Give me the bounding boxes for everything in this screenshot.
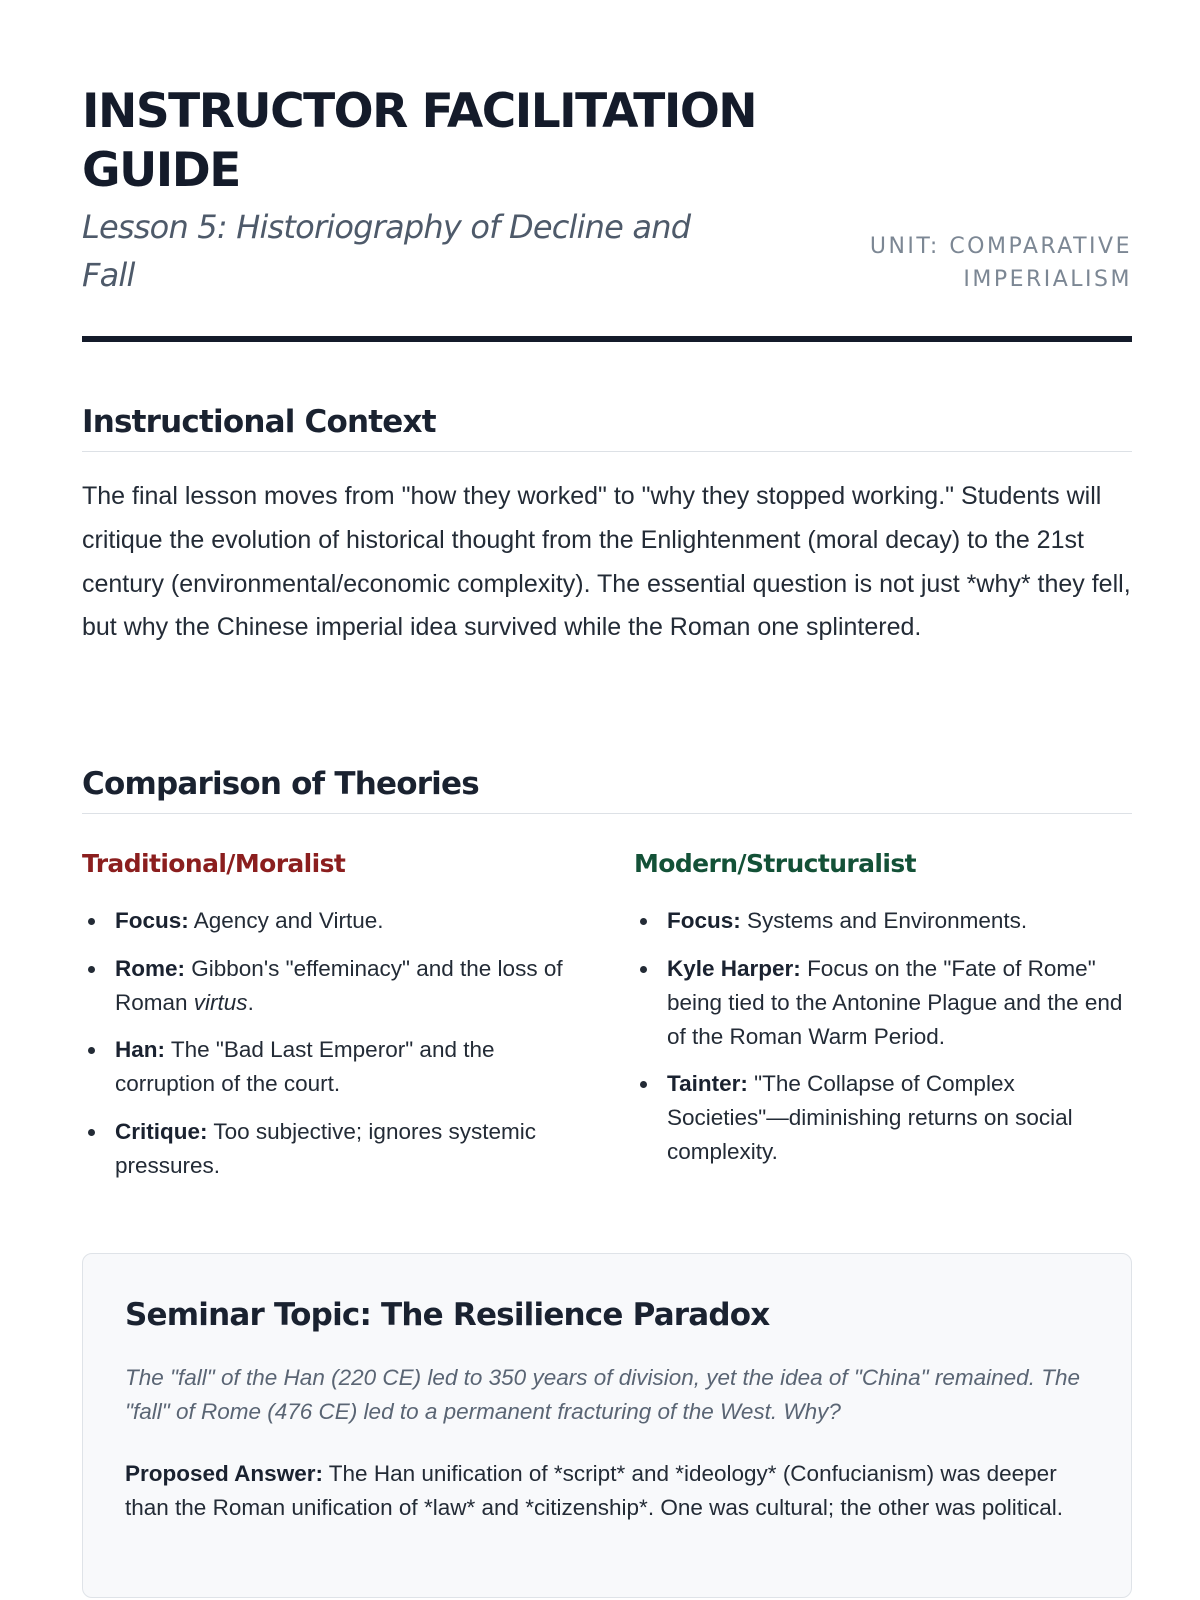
list-item (634, 952, 1134, 1054)
unit-label: UNIT: COMPARATIVE IMPERIALISM (869, 234, 1132, 292)
modern-column (634, 844, 1134, 1164)
answer-label: Proposed Answer: (125, 1461, 323, 1486)
header-divider (82, 336, 1132, 342)
bullet-icon (88, 966, 95, 973)
theories-divider (82, 813, 1132, 814)
bullet-icon (88, 1129, 95, 1136)
lesson-subtitle: Lesson 5: Historiography of Decline and Fall (82, 208, 691, 294)
context-paragraph: The final lesson moves from "how they worked" to "why they stopped working." Students will critique the evolution of historical thought from the Enlightenment (moral decay) to the 21st century (environmental/economic complexity). The essential question is not just *why* they fell, but why the Chinese imperial idea survived while the Roman one splintered. (82, 482, 1131, 642)
item-term: Focus: (115, 908, 189, 933)
list-item (82, 1033, 582, 1101)
item-term: Focus: (667, 908, 741, 933)
seminar-box (82, 1253, 1132, 1598)
page-title: INSTRUCTOR FACILITATION GUIDE (82, 84, 757, 198)
traditional-column (82, 844, 582, 1178)
item-text: "The Collapse of Complex Societies"—diminishing returns on social complexity. (667, 1071, 1073, 1164)
item-term: Kyle Harper: (667, 955, 801, 981)
item-term: Han: (115, 1037, 165, 1062)
item-emphasis: virtus (193, 989, 248, 1015)
seminar-title: Seminar Topic: The Resilience Paradox (125, 1297, 770, 1333)
guide-header (82, 0, 1132, 342)
modern-heading: Modern/Structuralist (634, 849, 916, 878)
traditional-list (82, 904, 582, 1196)
list-item (82, 1115, 582, 1183)
item-text: Focus on the "Fate of Rome" being tied to the Antonine Plague and the end of the Roman Warm Period. (667, 955, 1123, 1049)
list-item (634, 904, 1134, 938)
item-term: Tainter: (667, 1071, 748, 1096)
item-text: The "Bad Last Emperor" and the corruption of the court. (115, 1037, 495, 1096)
bullet-icon (88, 1047, 95, 1054)
bullet-icon (88, 918, 95, 925)
context-heading: Instructional Context (82, 404, 436, 440)
item-text: Systems and Environments. (740, 908, 1028, 933)
list-item (82, 904, 582, 938)
guide-page (82, 0, 1132, 1520)
traditional-heading: Traditional/Moralist (82, 849, 346, 878)
item-text: Gibbon's "effeminacy" and the loss of Roman (115, 955, 563, 1015)
seminar-answer (125, 1457, 1085, 1525)
item-term: Critique: (115, 1118, 208, 1144)
bullet-icon (640, 966, 647, 973)
item-text: Too subjective; ignores systemic pressures. (115, 1118, 536, 1178)
answer-text: The Han unification of *script* and *ideology* (Confucianism) was deeper than the Roman unification of *law* and *citizenship*. One was cultural; the other was political. (125, 1461, 1064, 1520)
theories-heading: Comparison of Theories (82, 766, 479, 802)
item-tail: . (247, 989, 254, 1015)
bullet-icon (640, 1081, 647, 1088)
context-divider (82, 451, 1132, 452)
list-item (634, 1067, 1134, 1169)
modern-list (634, 904, 1134, 1183)
item-term: Rome: (115, 955, 186, 981)
item-text: Agency and Virtue. (188, 908, 384, 933)
bullet-icon (640, 918, 647, 925)
seminar-question: The "fall" of the Han (220 CE) led to 350 years of division, yet the idea of "China" remained. The "fall" of Rome (476 CE) led to a permanent fracturing of the West. Why? (125, 1365, 1080, 1424)
list-item (82, 952, 582, 1020)
